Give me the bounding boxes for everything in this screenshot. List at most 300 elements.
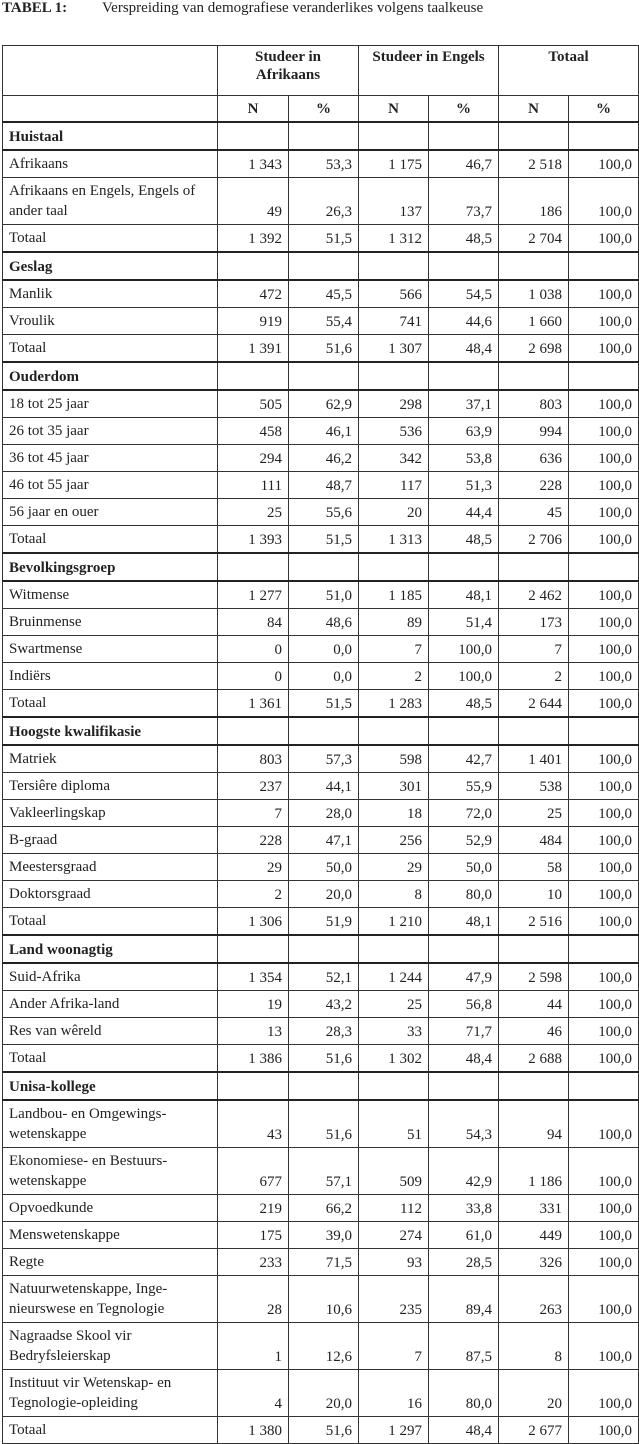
value-cell: 100,0 <box>569 1100 639 1148</box>
empty-cell <box>429 362 499 390</box>
value-cell: 100,0 <box>569 1018 639 1045</box>
table-row <box>3 1417 639 1444</box>
section-title: Hoogste kwalifikasie <box>3 717 218 745</box>
value-cell: 48,7 <box>289 472 359 499</box>
row-label: Indiërs <box>3 663 218 690</box>
value-cell: 100,0 <box>569 1370 639 1417</box>
table-row <box>3 1195 639 1222</box>
value-cell: 7 <box>359 1323 429 1370</box>
subheader-cell: N <box>359 96 429 123</box>
value-cell: 52,9 <box>429 827 499 854</box>
row-label: Afrikaans <box>3 150 218 178</box>
value-cell: 472 <box>218 280 289 308</box>
row-label: Totaal <box>3 225 218 253</box>
subheader-cell: % <box>429 96 499 123</box>
value-cell: 100,0 <box>569 308 639 335</box>
table-row <box>3 609 639 636</box>
empty-cell <box>218 717 289 745</box>
value-cell: 48,4 <box>429 335 499 363</box>
value-cell: 2 706 <box>499 526 569 554</box>
value-cell: 1 185 <box>359 581 429 609</box>
table-row <box>3 690 639 718</box>
value-cell: 100,0 <box>569 745 639 773</box>
value-cell: 100,0 <box>569 1222 639 1249</box>
value-cell: 100,0 <box>569 881 639 908</box>
value-cell: 2 <box>218 881 289 908</box>
section-title: Ouderdom <box>3 362 218 390</box>
value-cell: 100,0 <box>569 1417 639 1444</box>
value-cell: 20 <box>359 499 429 526</box>
table-row <box>3 280 639 308</box>
empty-cell <box>569 717 639 745</box>
table-row <box>3 854 639 881</box>
value-cell: 49 <box>218 178 289 225</box>
value-cell: 458 <box>218 418 289 445</box>
value-cell: 301 <box>359 773 429 800</box>
value-cell: 25 <box>499 800 569 827</box>
value-cell: 0 <box>218 663 289 690</box>
empty-cell <box>289 553 359 581</box>
empty-cell <box>218 935 289 963</box>
table-row <box>3 881 639 908</box>
value-cell: 48,1 <box>429 581 499 609</box>
row-label: 56 jaar en ouer <box>3 499 218 526</box>
value-cell: 100,0 <box>569 609 639 636</box>
empty-cell <box>359 362 429 390</box>
empty-cell <box>429 717 499 745</box>
value-cell: 10,6 <box>289 1276 359 1323</box>
value-cell: 2 598 <box>499 963 569 991</box>
value-cell: 1 401 <box>499 745 569 773</box>
value-cell: 1 391 <box>218 335 289 363</box>
value-cell: 47,9 <box>429 963 499 991</box>
value-cell: 100,0 <box>569 150 639 178</box>
caption-title: Verspreiding van demografiese veranderlikes volgens taalkeuse <box>102 0 484 16</box>
value-cell: 45,5 <box>289 280 359 308</box>
value-cell: 100,0 <box>569 418 639 445</box>
empty-cell <box>359 1072 429 1100</box>
value-cell: 2 <box>499 663 569 690</box>
value-cell: 100,0 <box>429 636 499 663</box>
value-cell: 326 <box>499 1249 569 1276</box>
value-cell: 51,5 <box>289 225 359 253</box>
value-cell: 274 <box>359 1222 429 1249</box>
row-label: Ander Afrika-land <box>3 991 218 1018</box>
row-label: Vakleerlingskap <box>3 800 218 827</box>
value-cell: 51,6 <box>289 1100 359 1148</box>
value-cell: 256 <box>359 827 429 854</box>
value-cell: 12,6 <box>289 1323 359 1370</box>
value-cell: 100,0 <box>569 636 639 663</box>
value-cell: 51,3 <box>429 472 499 499</box>
value-cell: 80,0 <box>429 1370 499 1417</box>
value-cell: 2 688 <box>499 1045 569 1073</box>
empty-cell <box>289 717 359 745</box>
row-label: Totaal <box>3 335 218 363</box>
empty-cell <box>499 935 569 963</box>
value-cell: 1 244 <box>359 963 429 991</box>
row-label: Regte <box>3 1249 218 1276</box>
row-label: 18 tot 25 jaar <box>3 390 218 418</box>
value-cell: 919 <box>218 308 289 335</box>
row-label: Ekonomiese- en Bestuurs-wetenskappe <box>3 1148 218 1195</box>
value-cell: 51,5 <box>289 690 359 718</box>
header-engels: Studeer in Engels <box>359 46 499 96</box>
value-cell: 1 361 <box>218 690 289 718</box>
table-row <box>3 178 639 225</box>
value-cell: 484 <box>499 827 569 854</box>
value-cell: 100,0 <box>569 472 639 499</box>
value-cell: 2 704 <box>499 225 569 253</box>
value-cell: 53,8 <box>429 445 499 472</box>
value-cell: 93 <box>359 1249 429 1276</box>
section-title: Bevolkingsgroep <box>3 553 218 581</box>
value-cell: 43,2 <box>289 991 359 1018</box>
value-cell: 538 <box>499 773 569 800</box>
value-cell: 46,2 <box>289 445 359 472</box>
value-cell: 53,3 <box>289 150 359 178</box>
table-row <box>3 663 639 690</box>
value-cell: 19 <box>218 991 289 1018</box>
value-cell: 16 <box>359 1370 429 1417</box>
empty-cell <box>218 1072 289 1100</box>
value-cell: 58 <box>499 854 569 881</box>
empty-cell <box>359 717 429 745</box>
value-cell: 1 380 <box>218 1417 289 1444</box>
value-cell: 100,0 <box>569 335 639 363</box>
empty-cell <box>289 122 359 150</box>
empty-cell <box>218 122 289 150</box>
value-cell: 1 210 <box>359 908 429 936</box>
value-cell: 42,7 <box>429 745 499 773</box>
row-label: Totaal <box>3 1417 218 1444</box>
value-cell: 235 <box>359 1276 429 1323</box>
empty-cell <box>359 252 429 280</box>
subheader-cell: % <box>289 96 359 123</box>
value-cell: 51,6 <box>289 335 359 363</box>
value-cell: 173 <box>499 609 569 636</box>
value-cell: 111 <box>218 472 289 499</box>
empty-cell <box>499 362 569 390</box>
value-cell: 100,0 <box>569 390 639 418</box>
empty-cell <box>569 1072 639 1100</box>
value-cell: 44 <box>499 991 569 1018</box>
value-cell: 51,9 <box>289 908 359 936</box>
table-row <box>3 1249 639 1276</box>
value-cell: 100,0 <box>569 991 639 1018</box>
value-cell: 566 <box>359 280 429 308</box>
empty-subheader-cell <box>3 96 218 123</box>
value-cell: 25 <box>218 499 289 526</box>
value-cell: 66,2 <box>289 1195 359 1222</box>
table-row <box>3 335 639 363</box>
value-cell: 20,0 <box>289 1370 359 1417</box>
value-cell: 2 677 <box>499 1417 569 1444</box>
empty-cell <box>429 553 499 581</box>
row-label: Instituut vir Wetenskap- en Tegnologie-opleiding <box>3 1370 218 1417</box>
value-cell: 80,0 <box>429 881 499 908</box>
value-cell: 26,3 <box>289 178 359 225</box>
value-cell: 1 186 <box>499 1148 569 1195</box>
row-label: Tersiêre diploma <box>3 773 218 800</box>
value-cell: 10 <box>499 881 569 908</box>
value-cell: 298 <box>359 390 429 418</box>
value-cell: 100,0 <box>569 225 639 253</box>
value-cell: 1 393 <box>218 526 289 554</box>
table-row <box>3 472 639 499</box>
table-row <box>3 1100 639 1148</box>
value-cell: 89,4 <box>429 1276 499 1323</box>
subheader-row <box>3 96 639 123</box>
row-label: Witmense <box>3 581 218 609</box>
value-cell: 100,0 <box>569 526 639 554</box>
value-cell: 46,1 <box>289 418 359 445</box>
table-row <box>3 963 639 991</box>
row-label: Totaal <box>3 690 218 718</box>
value-cell: 112 <box>359 1195 429 1222</box>
value-cell: 46 <box>499 1018 569 1045</box>
empty-cell <box>569 122 639 150</box>
empty-cell <box>429 252 499 280</box>
value-cell: 37,1 <box>429 390 499 418</box>
value-cell: 94 <box>499 1100 569 1148</box>
value-cell: 89 <box>359 609 429 636</box>
value-cell: 1 297 <box>359 1417 429 1444</box>
value-cell: 61,0 <box>429 1222 499 1249</box>
value-cell: 100,0 <box>569 854 639 881</box>
row-label: Matriek <box>3 745 218 773</box>
section-title: Unisa-kollege <box>3 1072 218 1100</box>
value-cell: 228 <box>218 827 289 854</box>
value-cell: 72,0 <box>429 800 499 827</box>
value-cell: 48,1 <box>429 908 499 936</box>
table-row <box>3 445 639 472</box>
empty-cell <box>359 553 429 581</box>
section-header-row <box>3 553 639 581</box>
header-row <box>3 46 639 96</box>
table-row <box>3 773 639 800</box>
value-cell: 48,5 <box>429 690 499 718</box>
value-cell: 137 <box>359 178 429 225</box>
table-row <box>3 908 639 936</box>
row-label: Totaal <box>3 526 218 554</box>
value-cell: 57,3 <box>289 745 359 773</box>
value-cell: 7 <box>499 636 569 663</box>
value-cell: 13 <box>218 1018 289 1045</box>
header-afrikaans: Studeer in Afrikaans <box>218 46 359 96</box>
table-row <box>3 827 639 854</box>
value-cell: 219 <box>218 1195 289 1222</box>
value-cell: 100,0 <box>569 908 639 936</box>
value-cell: 1 354 <box>218 963 289 991</box>
value-cell: 57,1 <box>289 1148 359 1195</box>
value-cell: 1 307 <box>359 335 429 363</box>
value-cell: 1 283 <box>359 690 429 718</box>
value-cell: 87,5 <box>429 1323 499 1370</box>
value-cell: 50,0 <box>289 854 359 881</box>
value-cell: 100,0 <box>569 581 639 609</box>
table-row <box>3 1018 639 1045</box>
table-row <box>3 526 639 554</box>
value-cell: 677 <box>218 1148 289 1195</box>
value-cell: 100,0 <box>569 1148 639 1195</box>
value-cell: 56,8 <box>429 991 499 1018</box>
value-cell: 20,0 <box>289 881 359 908</box>
value-cell: 2 518 <box>499 150 569 178</box>
table-row <box>3 390 639 418</box>
table-row <box>3 1045 639 1073</box>
row-label: 36 tot 45 jaar <box>3 445 218 472</box>
subheader-cell: N <box>218 96 289 123</box>
value-cell: 598 <box>359 745 429 773</box>
value-cell: 29 <box>359 854 429 881</box>
value-cell: 0 <box>218 636 289 663</box>
value-cell: 54,5 <box>429 280 499 308</box>
table-row <box>3 1222 639 1249</box>
value-cell: 48,4 <box>429 1045 499 1073</box>
value-cell: 25 <box>359 991 429 1018</box>
value-cell: 2 516 <box>499 908 569 936</box>
section-header-row <box>3 362 639 390</box>
value-cell: 2 <box>359 663 429 690</box>
section-header-row <box>3 1072 639 1100</box>
empty-cell <box>499 122 569 150</box>
value-cell: 100,0 <box>569 663 639 690</box>
value-cell: 0,0 <box>289 663 359 690</box>
value-cell: 48,6 <box>289 609 359 636</box>
value-cell: 1 302 <box>359 1045 429 1073</box>
value-cell: 1 038 <box>499 280 569 308</box>
section-header-row <box>3 717 639 745</box>
value-cell: 100,0 <box>569 1195 639 1222</box>
header-totaal: Totaal <box>499 46 639 96</box>
empty-cell <box>289 252 359 280</box>
table-caption <box>2 0 483 17</box>
value-cell: 7 <box>218 800 289 827</box>
value-cell: 71,7 <box>429 1018 499 1045</box>
section-title: Land woonagtig <box>3 935 218 963</box>
value-cell: 100,0 <box>569 773 639 800</box>
value-cell: 44,1 <box>289 773 359 800</box>
value-cell: 536 <box>359 418 429 445</box>
value-cell: 509 <box>359 1148 429 1195</box>
value-cell: 48,4 <box>429 1417 499 1444</box>
value-cell: 294 <box>218 445 289 472</box>
value-cell: 263 <box>499 1276 569 1323</box>
section-title: Geslag <box>3 252 218 280</box>
table-row <box>3 745 639 773</box>
section-header-row <box>3 935 639 963</box>
value-cell: 636 <box>499 445 569 472</box>
section-header-row <box>3 252 639 280</box>
value-cell: 186 <box>499 178 569 225</box>
empty-cell <box>359 122 429 150</box>
value-cell: 100,0 <box>569 1323 639 1370</box>
value-cell: 449 <box>499 1222 569 1249</box>
value-cell: 100,0 <box>569 1276 639 1323</box>
value-cell: 1 660 <box>499 308 569 335</box>
value-cell: 175 <box>218 1222 289 1249</box>
value-cell: 71,5 <box>289 1249 359 1276</box>
value-cell: 28 <box>218 1276 289 1323</box>
value-cell: 4 <box>218 1370 289 1417</box>
empty-cell <box>499 1072 569 1100</box>
value-cell: 0,0 <box>289 636 359 663</box>
value-cell: 1 386 <box>218 1045 289 1073</box>
row-label: Meestersgraad <box>3 854 218 881</box>
table-row <box>3 150 639 178</box>
empty-cell <box>359 935 429 963</box>
value-cell: 51,0 <box>289 581 359 609</box>
value-cell: 100,0 <box>569 1045 639 1073</box>
row-label: Menswetenskappe <box>3 1222 218 1249</box>
empty-cell <box>569 553 639 581</box>
row-label: Swartmense <box>3 636 218 663</box>
value-cell: 55,4 <box>289 308 359 335</box>
row-label: Vroulik <box>3 308 218 335</box>
value-cell: 117 <box>359 472 429 499</box>
table-row <box>3 1370 639 1417</box>
value-cell: 100,0 <box>569 827 639 854</box>
table-row <box>3 418 639 445</box>
table-row <box>3 636 639 663</box>
table-row <box>3 1276 639 1323</box>
empty-cell <box>429 1072 499 1100</box>
row-label: Res van wêreld <box>3 1018 218 1045</box>
row-label: Totaal <box>3 908 218 936</box>
row-label: Afrikaans en Engels, Engels of ander taal <box>3 178 218 225</box>
value-cell: 1 306 <box>218 908 289 936</box>
row-label: Landbou- en Omgewings-wetenskappe <box>3 1100 218 1148</box>
value-cell: 994 <box>499 418 569 445</box>
value-cell: 100,0 <box>569 280 639 308</box>
value-cell: 73,7 <box>429 178 499 225</box>
value-cell: 2 462 <box>499 581 569 609</box>
value-cell: 48,5 <box>429 526 499 554</box>
subheader-cell: % <box>569 96 639 123</box>
value-cell: 803 <box>218 745 289 773</box>
value-cell: 20 <box>499 1370 569 1417</box>
value-cell: 18 <box>359 800 429 827</box>
value-cell: 100,0 <box>569 690 639 718</box>
table-row <box>3 308 639 335</box>
empty-header-cell <box>3 46 218 96</box>
empty-cell <box>569 252 639 280</box>
value-cell: 7 <box>359 636 429 663</box>
row-label: B-graad <box>3 827 218 854</box>
value-cell: 1 <box>218 1323 289 1370</box>
value-cell: 228 <box>499 472 569 499</box>
value-cell: 100,0 <box>569 178 639 225</box>
value-cell: 100,0 <box>569 499 639 526</box>
row-label: Doktorsgraad <box>3 881 218 908</box>
row-label: Bruinmense <box>3 609 218 636</box>
empty-cell <box>499 717 569 745</box>
row-label: Totaal <box>3 1045 218 1073</box>
section-header-row <box>3 122 639 150</box>
empty-cell <box>499 252 569 280</box>
value-cell: 100,0 <box>569 800 639 827</box>
value-cell: 33 <box>359 1018 429 1045</box>
row-label: Opvoedkunde <box>3 1195 218 1222</box>
empty-cell <box>499 553 569 581</box>
value-cell: 8 <box>499 1323 569 1370</box>
value-cell: 46,7 <box>429 150 499 178</box>
row-label: Suid-Afrika <box>3 963 218 991</box>
value-cell: 55,9 <box>429 773 499 800</box>
value-cell: 803 <box>499 390 569 418</box>
value-cell: 54,3 <box>429 1100 499 1148</box>
